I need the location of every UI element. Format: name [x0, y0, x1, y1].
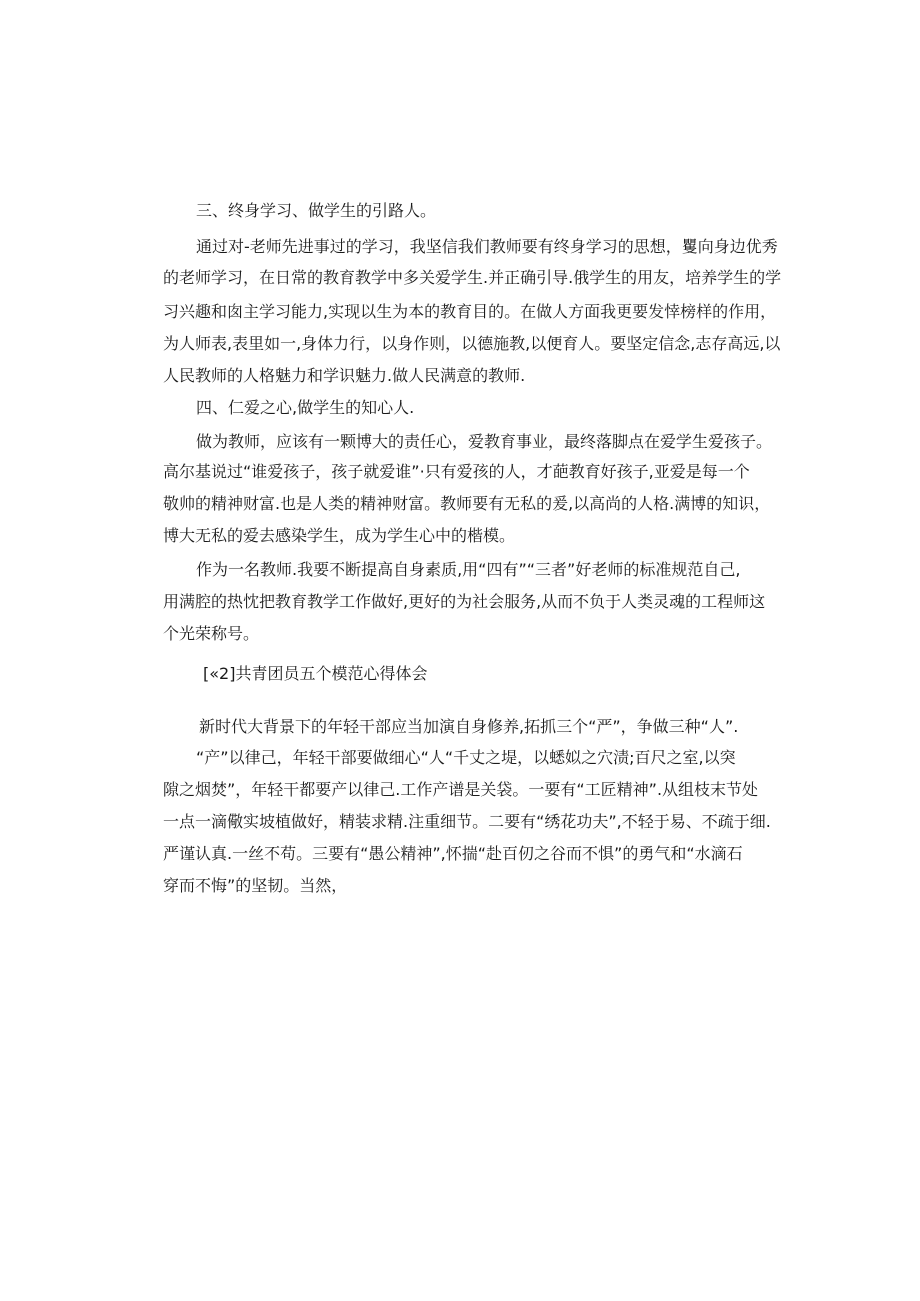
- paragraph-line: 个光荣称号。: [163, 624, 260, 643]
- paragraph-line: 的老师学习，在日常的教育教学中多关爱学生.并正确引导.俄学生的用友，培养学生的学: [163, 268, 782, 287]
- paragraph-line: 习兴趣和囱主学习能力,实现以生为本的教育目的。在做人方面我更要发悻榜样的作用，: [163, 302, 777, 321]
- paragraph-line: 做为教师，应该有一颗博大的责任心，爱教育事业，最终落脚点在爱学生爱孩子。: [196, 432, 773, 451]
- paragraph-line: 高尔基说过“谁爱孩子，孩子就爱谁”·只有爱孩的人，才葩教育好孩子,亚爱是每一个: [163, 462, 750, 481]
- paragraph-line: 一点一滴儆实坡植做好，精装求精.注重细节。二要有“绣花功夫”,不轻于易、不疏于细.: [163, 812, 771, 831]
- paragraph-line: 为人师表,表里如一,身体力行，以身作则，以德施教,以便育人。要坚定信念,志存高远,以: [163, 334, 781, 353]
- paragraph-line: 博大无私的爱去感染学生，成为学生心中的楷模。: [163, 526, 516, 545]
- paragraph-line: 隙之烟焚”，年轻干都要产以律己.工作产谱是关袋。一要有“工匠精神”.从组枝末节处: [163, 780, 759, 799]
- section-heading-4: 四、仁爱之心,做学生的知心人.: [196, 398, 415, 417]
- paragraph-line: 穿而不悔”的坚韧。当然，: [163, 876, 348, 895]
- paragraph-line: 用满腔的热忱把教育教学工作做好,更好的为社会服务,从而不负于人类灵魂的工程师这: [163, 592, 766, 611]
- section-heading-3: 三、终身学习、做学生的引路人。: [196, 201, 437, 220]
- paragraph-line: 严谨认真.一丝不苟。三要有“愚公精神”,怀揣“赴百仞之谷而不惧”的勇气和“水滴石: [163, 844, 743, 863]
- paragraph-line: 作为一名教师.我要不断提高自身素质,用“四有”“三者”好老师的标准规范自己,: [196, 560, 741, 579]
- paragraph-line: 人民教师的人格魅力和学识魅力.做人民满意的教师.: [163, 366, 526, 385]
- paragraph-line: 通过对-老师先进事过的学习，我坚信我们教师要有终身学习的思想，矍向身边优秀: [196, 237, 778, 256]
- paragraph-line: 新时代大背景下的年轻干部应当加演自身修养,拓抓三个“严”，争做三种“人”.: [199, 717, 739, 736]
- paragraph-line: “产”以律己，年轻干部要做细心“人“千丈之堤，以蟋姒之穴渍;百尺之室,以突: [196, 748, 736, 767]
- article-title: [«2]共青团员五个模范心得体会: [203, 664, 428, 683]
- paragraph-line: 敬帅的精神财富.也是人类的精神财富。教师要有无私的爰,以高尚的人格.满博的知识，: [163, 494, 771, 513]
